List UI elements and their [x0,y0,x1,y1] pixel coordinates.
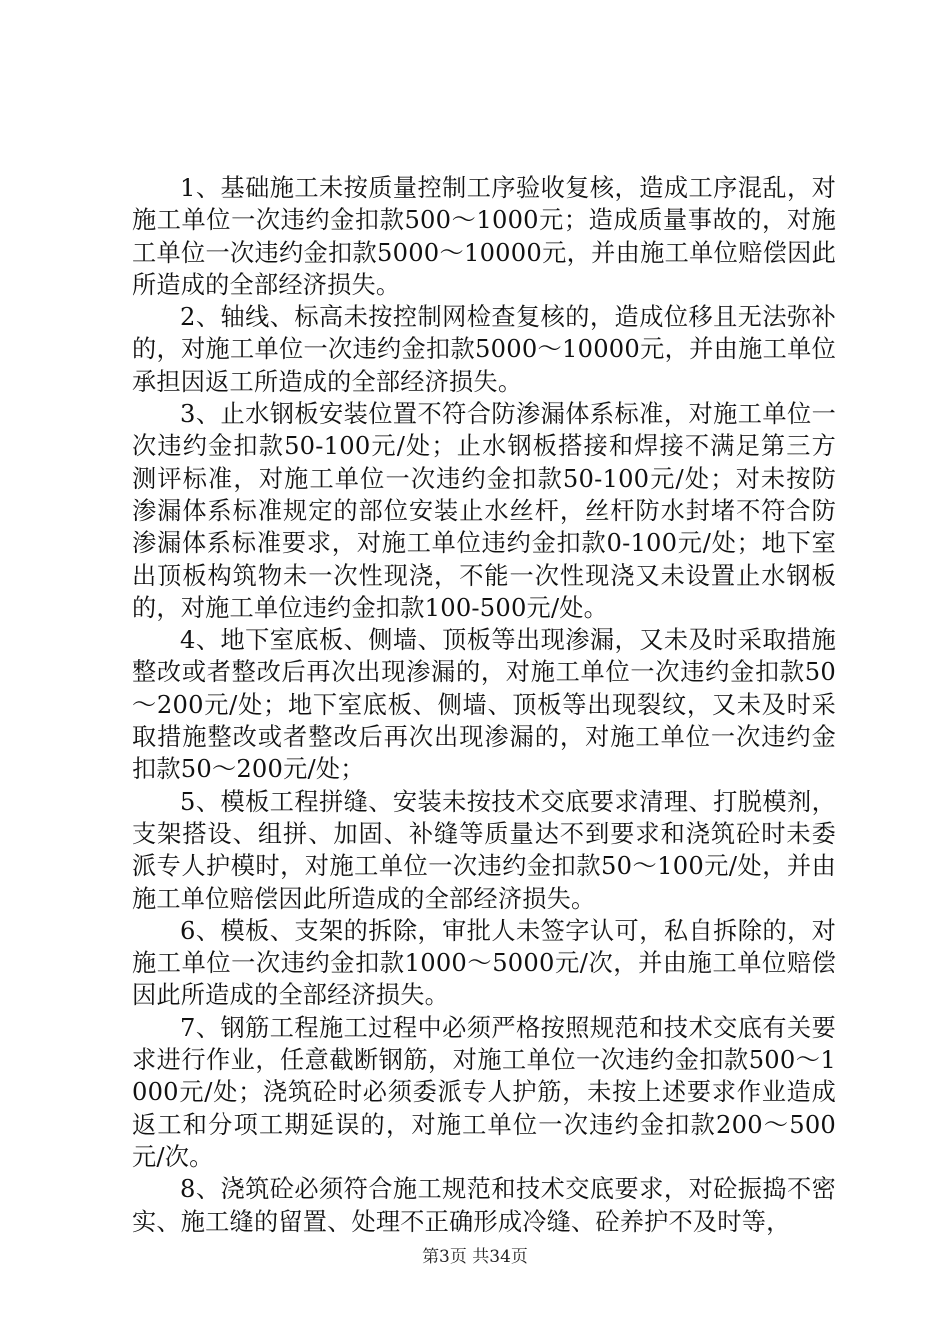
paragraph-1: 1、基础施工未按质量控制工序验收复核，造成工序混乱，对施工单位一次违约金扣款500～1000元；造成质量事故的，对施工单位一次违约金扣款5000～10000元，并由施工单位赔偿因此所造成的全部经济损失。 [132,174,836,299]
paragraph-6: 6、模板、支架的拆除，审批人未签字认可，私自拆除的，对施工单位一次违约金扣款1000～5000元/次，并由施工单位赔偿因此所造成的全部经济损失。 [132,916,836,1010]
page-footer: 第3页 共34页 [422,1247,528,1267]
document-body [132,172,836,1238]
paragraph-4: 4、地下室底板、侧墙、顶板等出现渗漏，又未及时采取措施整改或者整改后再次出现渗漏的，对施工单位一次违约金扣款50～200元/处；地下室底板、侧墙、顶板等出现裂纹，又未及时采取措施整改或者整改后再次出现渗漏的，对施工单位一次违约金扣款50～200元/处； [132,626,836,784]
paragraph-7: 7、钢筋工程施工过程中必须严格按照规范和技术交底有关要求进行作业，任意截断钢筋，对施工单位一次违约金扣款500～1000元/处；浇筑砼时必须委派专人护筋，未按上述要求作业造成返工和分项工期延误的，对施工单位一次违约金扣款200～500元/次。 [132,1013,836,1171]
paragraph-3: 3、止水钢板安装位置不符合防渗漏体系标准，对施工单位一次违约金扣款50-100元/处；止水钢板搭接和焊接不满足第三方测评标准，对施工单位一次违约金扣款50-100元/处；对未按防渗漏体系标准规定的部位安装止水丝杆，丝杆防水封堵不符合防渗漏体系标准要求，对施工单位违约金扣款0-100元/处；地下室出顶板构筑物未一次性现浇，不能一次性现浇又未设置止水钢板的，对施工单位违约金扣款100-500元/处。 [132,400,836,622]
paragraph-5: 5、模板工程拼缝、安装未按技术交底要求清理、打脱模剂，支架搭设、组拼、加固、补缝等质量达不到要求和浇筑砼时未委派专人护模时，对施工单位一次违约金扣款50～100元/处，并由施工单位赔偿因此所造成的全部经济损失。 [132,787,836,913]
paragraph-2: 2、轴线、标高未按控制网检查复核的，造成位移且无法弥补的，对施工单位一次违约金扣款5000～10000元，并由施工单位承担因返工所造成的全部经济损失。 [132,303,836,396]
paragraph-8: 8、浇筑砼必须符合施工规范和技术交底要求，对砼振捣不密实、施工缝的留置、处理不正确形成冷缝、砼养护不及时等， [132,1175,836,1236]
